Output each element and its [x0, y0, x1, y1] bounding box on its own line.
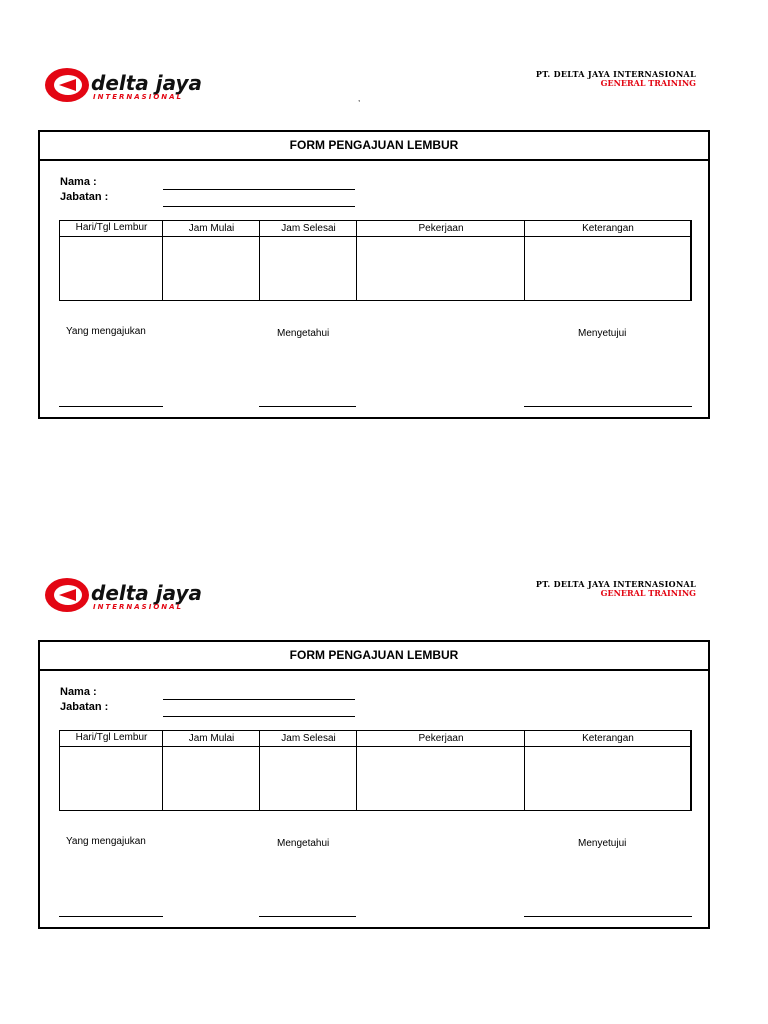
header-pekerjaan: Pekerjaan	[418, 223, 464, 234]
form-title: FORM PENGAJUAN LEMBUR	[40, 642, 708, 671]
header-keterangan: Keterangan	[582, 733, 634, 744]
stray-mark: ,	[358, 94, 361, 103]
nama-label: Nama :	[60, 686, 97, 698]
svg-text:delta jaya: delta jaya	[91, 581, 203, 605]
header-hari-tgl: Hari/Tgl Lembur	[75, 222, 148, 233]
company-division: GENERAL TRAINING	[600, 588, 696, 598]
company-header	[536, 70, 696, 88]
signature-label-mengetahui: Mengetahui	[277, 328, 330, 339]
nama-label: Nama :	[60, 176, 97, 188]
nama-field-line[interactable]	[163, 189, 355, 190]
delta-jaya-logo-icon	[43, 576, 243, 614]
jabatan-label: Jabatan :	[60, 191, 109, 203]
signature-label-mengetahui: Mengetahui	[277, 838, 330, 849]
signature-label-pengaju: Yang mengajukan	[66, 836, 146, 847]
overtime-table	[59, 220, 692, 301]
signature-line[interactable]	[259, 406, 356, 407]
header-hari-tgl: Hari/Tgl Lembur	[75, 732, 148, 743]
header-pekerjaan: Pekerjaan	[418, 733, 464, 744]
company-division: GENERAL TRAINING	[600, 78, 696, 88]
form-box	[38, 640, 710, 929]
overtime-form-2	[0, 510, 768, 910]
jabatan-field-line[interactable]	[163, 716, 355, 717]
svg-text:INTERNASIONAL: INTERNASIONAL	[93, 93, 184, 101]
header-jam-mulai: Jam Mulai	[188, 223, 235, 234]
signature-label-menyetujui: Menyetujui	[578, 328, 627, 339]
signature-label-pengaju: Yang mengajukan	[66, 326, 146, 337]
delta-jaya-logo-icon	[43, 66, 243, 104]
signature-line[interactable]	[59, 916, 163, 917]
svg-text:INTERNASIONAL: INTERNASIONAL	[93, 603, 184, 611]
signature-line[interactable]	[259, 916, 356, 917]
form-box	[38, 130, 710, 419]
header-jam-selesai: Jam Selesai	[281, 223, 336, 234]
overtime-form-1	[0, 0, 768, 400]
signature-label-menyetujui: Menyetujui	[578, 838, 627, 849]
company-name: PT. DELTA JAYA INTERNASIONAL	[535, 69, 696, 79]
signature-line[interactable]	[524, 406, 692, 407]
nama-field-line[interactable]	[163, 699, 355, 700]
svg-text:delta jaya: delta jaya	[91, 71, 203, 95]
header-keterangan: Keterangan	[582, 223, 634, 234]
signature-line[interactable]	[59, 406, 163, 407]
signature-line[interactable]	[524, 916, 692, 917]
form-title: FORM PENGAJUAN LEMBUR	[40, 132, 708, 161]
overtime-table	[59, 730, 692, 811]
jabatan-field-line[interactable]	[163, 206, 355, 207]
header-jam-selesai: Jam Selesai	[281, 733, 336, 744]
jabatan-label: Jabatan :	[60, 701, 109, 713]
company-header	[536, 580, 696, 598]
company-name: PT. DELTA JAYA INTERNASIONAL	[535, 579, 696, 589]
header-jam-mulai: Jam Mulai	[188, 733, 235, 744]
